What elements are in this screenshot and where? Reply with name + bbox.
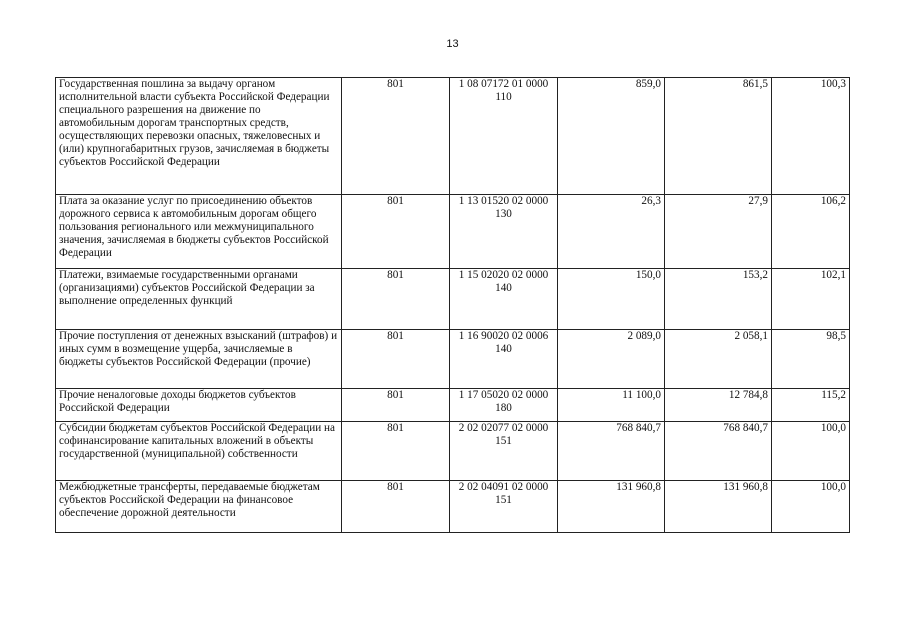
percent-value-cell: 106,2	[772, 195, 850, 269]
fact-value-cell: 153,2	[665, 269, 772, 330]
fact-value-cell: 27,9	[665, 195, 772, 269]
percent-value-cell: 98,5	[772, 330, 850, 389]
percent-value-cell: 100,0	[772, 422, 850, 481]
plan-value-cell: 26,3	[558, 195, 665, 269]
table-row	[56, 78, 850, 195]
admin-code-cell: 801	[342, 195, 450, 269]
classification-code-cell: 1 17 05020 02 0000 180	[450, 389, 558, 422]
classification-code-cell: 2 02 02077 02 0000 151	[450, 422, 558, 481]
fact-value-cell: 861,5	[665, 78, 772, 195]
admin-code-cell: 801	[342, 78, 450, 195]
table-row	[56, 195, 850, 269]
plan-value-cell: 131 960,8	[558, 481, 665, 533]
table-row	[56, 269, 850, 330]
table-row	[56, 389, 850, 422]
plan-value-cell: 150,0	[558, 269, 665, 330]
fact-value-cell: 131 960,8	[665, 481, 772, 533]
table-row	[56, 330, 850, 389]
table-row	[56, 422, 850, 481]
plan-value-cell: 11 100,0	[558, 389, 665, 422]
classification-code-cell: 1 13 01520 02 0000 130	[450, 195, 558, 269]
admin-code-cell: 801	[342, 269, 450, 330]
revenue-name-cell: Субсидии бюджетам субъектов Российской Федерации на софинансирование капитальных вложений в объекты государственной (муниципальной) собственности	[56, 422, 342, 481]
revenue-name-cell: Прочие поступления от денежных взысканий (штрафов) и иных сумм в возмещение ущерба, зачисляемые в бюджеты субъектов Российской Федерации (прочие)	[56, 330, 342, 389]
percent-value-cell: 102,1	[772, 269, 850, 330]
plan-value-cell: 768 840,7	[558, 422, 665, 481]
admin-code-cell: 801	[342, 422, 450, 481]
page-number: 13	[446, 38, 459, 50]
classification-code-cell: 1 16 90020 02 0006 140	[450, 330, 558, 389]
admin-code-cell: 801	[342, 330, 450, 389]
revenue-name-cell: Платежи, взимаемые государственными органами (организациями) субъектов Российской Федерации за выполнение определенных функций	[56, 269, 342, 330]
admin-code-cell: 801	[342, 481, 450, 533]
plan-value-cell: 2 089,0	[558, 330, 665, 389]
admin-code-cell: 801	[342, 389, 450, 422]
revenue-name-cell: Межбюджетные трансферты, передаваемые бюджетам субъектов Российской Федерации на финансовое обеспечение дорожной деятельности	[56, 481, 342, 533]
fact-value-cell: 2 058,1	[665, 330, 772, 389]
classification-code-cell: 1 08 07172 01 0000 110	[450, 78, 558, 195]
revenue-table	[55, 77, 850, 533]
classification-code-cell: 1 15 02020 02 0000 140	[450, 269, 558, 330]
percent-value-cell: 100,3	[772, 78, 850, 195]
revenue-name-cell: Государственная пошлина за выдачу органом исполнительной власти субъекта Российской Федерации специального разрешения на движение по автомобильным дорогам транспортных средств, осуществляющих перевозки опасных, тяжеловесных и (или) крупногабаритных грузов, зачисляемая в бюджеты субъектов Российской Федерации	[56, 78, 342, 195]
table-row	[56, 481, 850, 533]
plan-value-cell: 859,0	[558, 78, 665, 195]
revenue-name-cell: Прочие неналоговые доходы бюджетов субъектов Российской Федерации	[56, 389, 342, 422]
fact-value-cell: 768 840,7	[665, 422, 772, 481]
percent-value-cell: 115,2	[772, 389, 850, 422]
percent-value-cell: 100,0	[772, 481, 850, 533]
classification-code-cell: 2 02 04091 02 0000 151	[450, 481, 558, 533]
revenue-name-cell: Плата за оказание услуг по присоединению объектов дорожного сервиса к автомобильным дорогам общего пользования регионального или межмуниципального значения, зачисляемая в бюджеты субъектов Российской Федерации	[56, 195, 342, 269]
fact-value-cell: 12 784,8	[665, 389, 772, 422]
